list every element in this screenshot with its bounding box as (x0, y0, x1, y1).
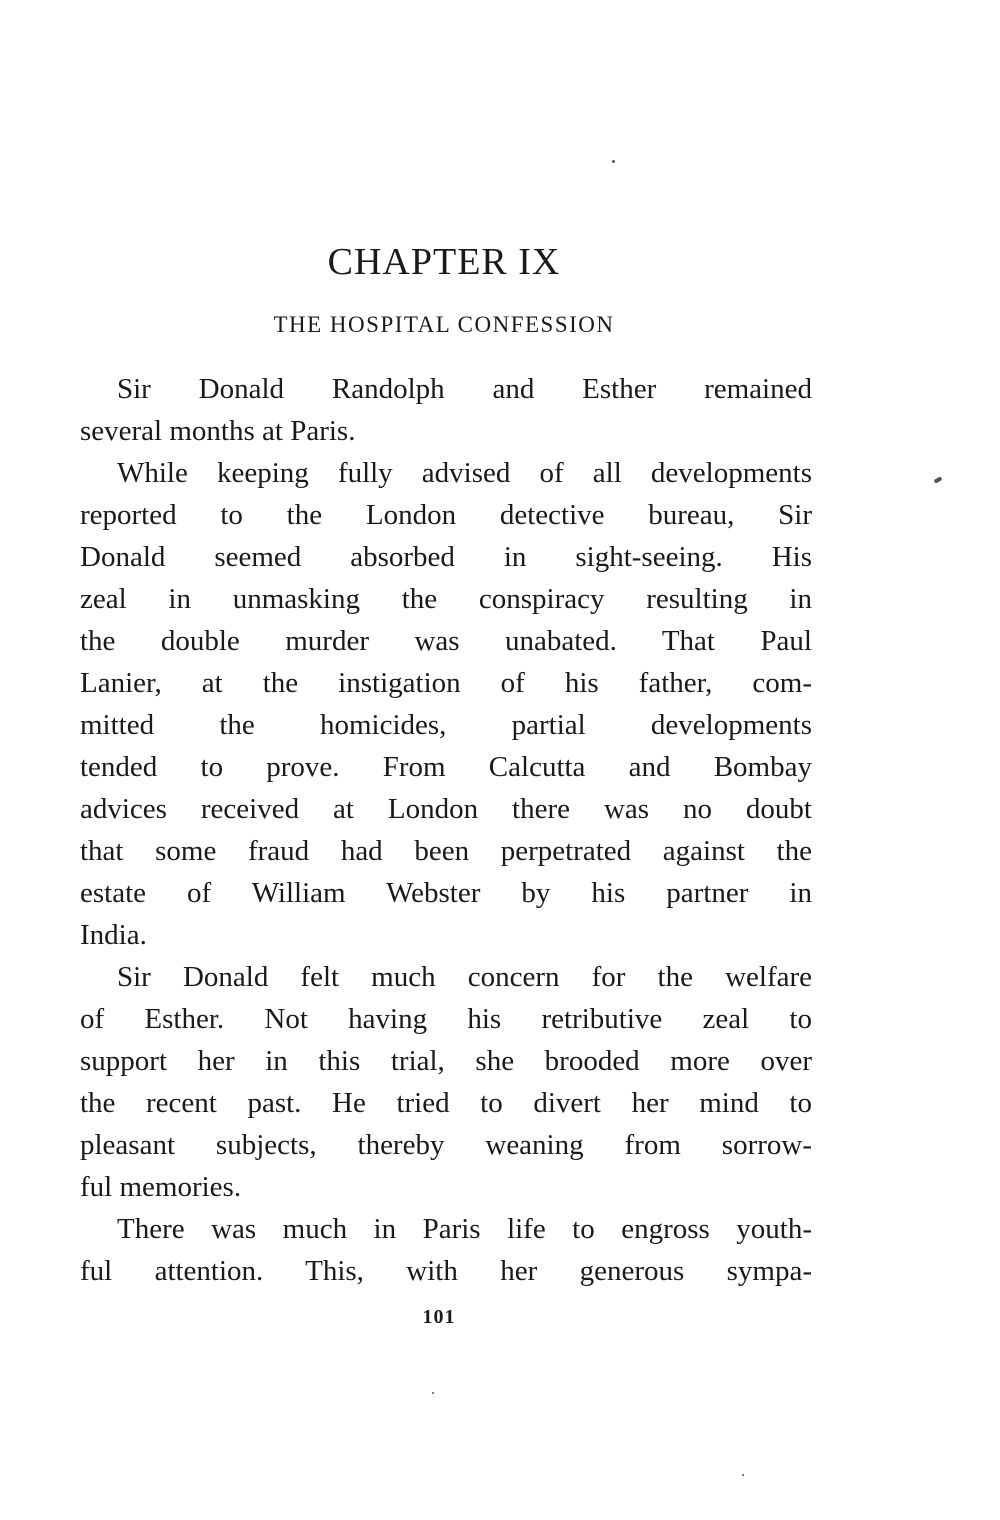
text-line: the recent past. He tried to divert her mind to (80, 1087, 812, 1119)
chapter-title: CHAPTER IX (327, 241, 561, 283)
scan-speck (742, 1474, 744, 1476)
text-line: Sir Donald felt much concern for the welfare (117, 961, 812, 993)
text-line: Sir Donald Randolph and Esther remained (117, 373, 812, 405)
paragraph-4 (80, 1208, 812, 1292)
text-line: India. (80, 919, 147, 951)
text-line: tended to prove. From Calcutta and Bombay (80, 751, 812, 783)
page-number: 101 (422, 1306, 456, 1328)
text-line: There was much in Paris life to engross youth- (117, 1213, 812, 1245)
paragraph-1 (80, 368, 812, 452)
paragraph-3 (80, 956, 812, 1208)
text-line: estate of William Webster by his partner in (80, 877, 812, 909)
text-line: the double murder was unabated. That Paul (80, 625, 812, 657)
text-line: While keeping fully advised of all developments (117, 457, 812, 489)
text-line: Lanier, at the instigation of his father, com- (80, 667, 812, 699)
text-line: mitted the homicides, partial developments (80, 709, 812, 741)
text-line: advices received at London there was no doubt (80, 793, 812, 825)
text-line: several months at Paris. (80, 415, 356, 447)
text-line: Donald seemed absorbed in sight-seeing. His (80, 541, 812, 573)
paragraph-2 (80, 452, 812, 956)
text-line: ful memories. (80, 1171, 242, 1203)
text-line: support her in this trial, she brooded more over (80, 1045, 812, 1077)
body-text (80, 368, 812, 1292)
text-line: reported to the London detective bureau, Sir (80, 499, 812, 531)
text-line: zeal in unmasking the conspiracy resulting in (80, 583, 812, 615)
scan-speck (934, 476, 943, 483)
scan-speck (432, 1392, 434, 1394)
scan-speck (612, 160, 615, 163)
text-line: ful attention. This, with her generous sympa- (80, 1255, 812, 1287)
text-line: pleasant subjects, thereby weaning from sorrow- (80, 1129, 812, 1161)
chapter-subtitle: THE HOSPITAL CONFESSION (273, 312, 615, 337)
text-line: of Esther. Not having his retributive zeal to (80, 1003, 812, 1035)
text-line: that some fraud had been perpetrated against the (80, 835, 812, 867)
